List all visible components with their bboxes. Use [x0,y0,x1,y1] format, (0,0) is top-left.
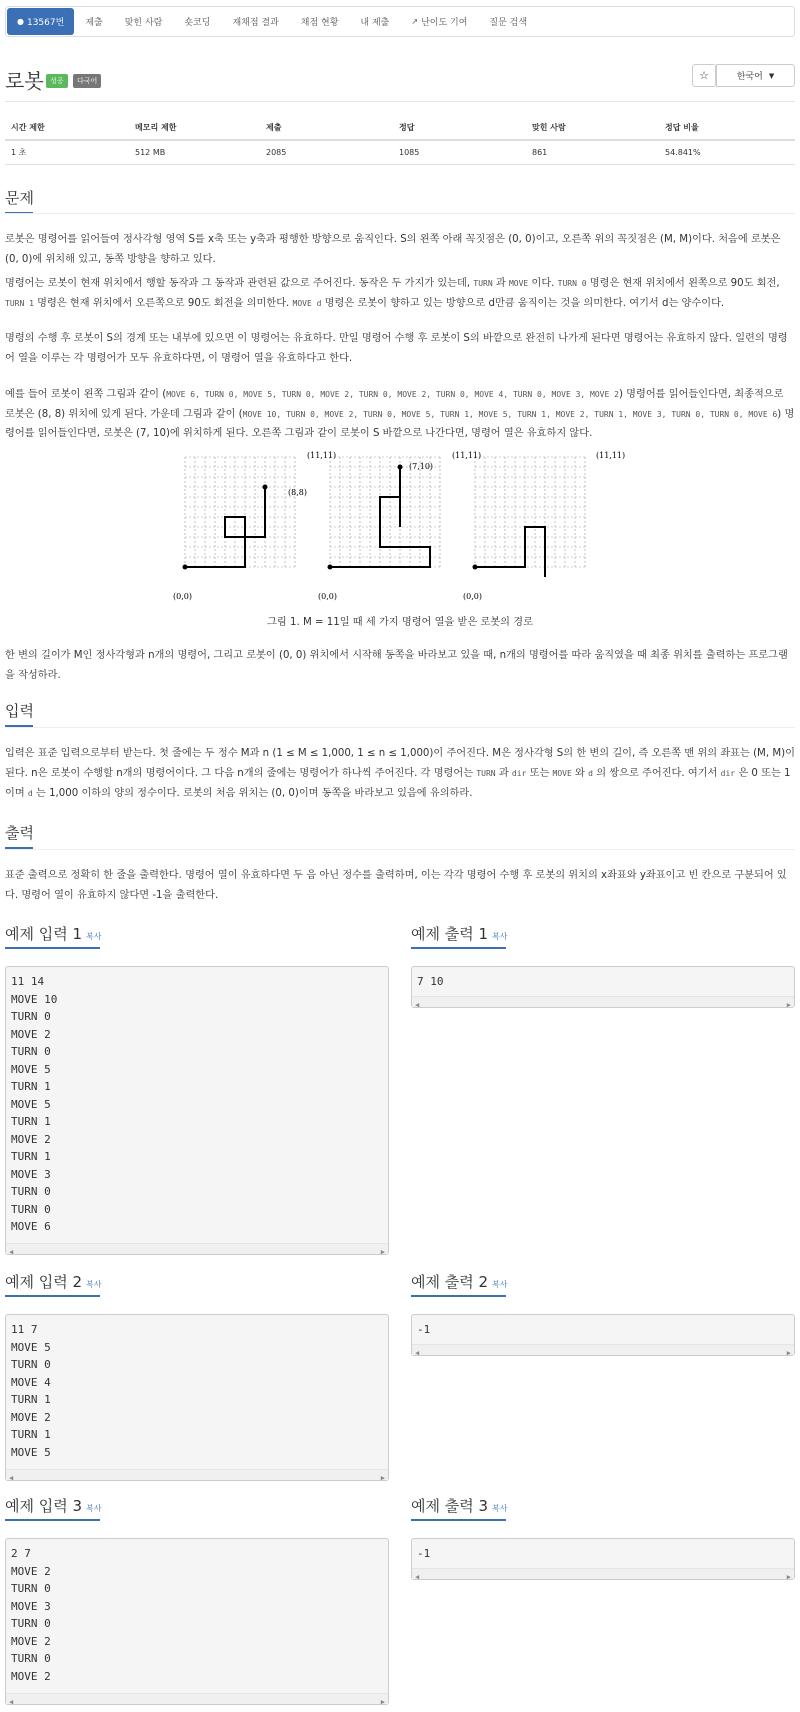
label-corner-2: (11,11) [452,451,482,460]
heading-text: 예제 입력 2 [5,1273,83,1291]
heading-text: 문제 [5,189,34,207]
heading-text: 예제 입력 1 [5,925,83,943]
header-accepted: 정답 [393,118,526,140]
start-dot [183,565,188,570]
nav-solved-users[interactable]: 맞힌 사람 [124,18,163,28]
star-icon: ☆ [699,69,709,82]
sample-text: 11 14 MOVE 10 TURN 0 MOVE 2 TURN 0 MOVE 5 TURN 1 MOVE 5 TURN 1 MOVE 2 TURN 1 MOVE 3 TURN 0 TURN 0 MOVE 6 [11,975,58,1233]
problem-paragraph-1: 로봇은 명령어를 읽어들여 정사각형 영역 S를 x축 또는 y축과 평행한 방향으로 움직인다. S의 왼쪽 아래 꼭짓점은 (0, 0)이고, 오른쪽 위의 꼭짓점은 (M, M)이다. 처음에 로봇은 (0, 0)에 위치해 있고, 동쪽 방향을 향하고 있다. [5,234,781,265]
scroll-left-icon[interactable]: ◀ [415,1573,420,1581]
nav-question-search[interactable]: 질문 검색 [489,18,528,28]
heading-underline [411,1295,506,1297]
heading-text: 예제 출력 1 [411,925,489,943]
sample-output-1[interactable] [411,966,795,1008]
sample-text: -1 [417,1547,431,1560]
submissions: 2085 [260,140,393,165]
flag-icon: ● [17,17,24,26]
heading-text: 예제 출력 2 [411,1273,489,1291]
heading-underline [5,1295,100,1297]
label-origin-1: (0,0) [173,592,192,601]
copy-button[interactable]: 복사 [492,1280,508,1289]
sample-output-1-heading [411,923,508,944]
heading-text: 예제 출력 3 [411,1497,489,1515]
scroll-right-icon[interactable]: ▶ [380,1698,385,1706]
output-description: 표준 출력으로 정확히 한 줄을 출력한다. 명령어 열이 유효하다면 두 음 아닌 정수를 출력하며, 이는 각각 명령어 수행 후 로봇의 위치의 x좌표와 y좌표이고 빈 칸으로 구분되어 있다. 명령어 열이 유효하지 않다면 -1을 출력한다. [5,870,787,901]
label-origin-2: (0,0) [318,592,337,601]
heading-text: 예제 입력 3 [5,1497,83,1515]
problem-info-table [5,118,795,165]
problem-heading [5,187,34,208]
copy-button[interactable]: 복사 [86,1504,102,1513]
title-row [5,62,795,94]
nav-label: 13567번 [26,18,65,28]
divider [5,727,795,728]
figure-caption: 그림 1. M = 11일 때 세 가지 명령어 열을 받은 로봇의 경로 [267,617,533,628]
heading-text: 출력 [5,824,34,842]
solved-users: 861 [526,140,659,165]
sample-input-3-heading [5,1495,102,1516]
problem-paragraph-3: 명령의 수행 후 로봇이 S의 경계 또는 내부에 있으면 이 명령어는 유효하다. 만일 명령어 수행 후 로봇이 S의 바깥으로 완전히 나가게 된다면 명령어는 유효하지 않다. 일련의 명령어 열을 이루는 각 명령어가 모두 유효하다면, 이 명령어 열을 유효하다고 한다. [5,333,788,364]
scroll-right-icon[interactable]: ▶ [786,1001,791,1009]
divider [5,213,795,214]
nav-my-submissions[interactable]: 내 제출 [360,18,390,28]
heading-underline [411,1519,506,1521]
nav-rejudge[interactable]: 재채점 결과 [232,18,279,28]
input-heading [5,700,34,721]
input-description: 입력은 표준 입력으로부터 받는다. 첫 줄에는 두 정수 M과 n (1 ≤ M ≤ 1,000, 1 ≤ n ≤ 1,000)이 주어진다. M은 정사각형 S의 한 변의 길이, 즉 오른쪽 맨 위의 좌표는 (M, M)이 된다. n은 로봇이 수행할 n개의 명령어이다. 그 다음 n개의 줄에는 명령어가 하나씩 주어진다. 각 명령어는 TURN 과 dir 또는 MOVE 와 d 의 쌍으로 주어진다. 여기서 dir 은 0 또는 1이며 d 는 1,000 이하의 양의 정수이다. 로봇의 처음 위치는 (0, 0)이며 동쪽을 바라보고 있음에 유의하라. [5,748,795,799]
label-origin-3: (0,0) [463,592,482,601]
end-dot [263,485,268,490]
sample-text: 7 10 [417,975,444,988]
accepted: 1085 [393,140,526,165]
horizontal-scrollbar[interactable] [412,996,794,1007]
horizontal-scrollbar[interactable] [412,1344,794,1355]
scroll-right-icon[interactable]: ▶ [786,1349,791,1357]
scroll-left-icon[interactable]: ◀ [9,1248,14,1256]
sample-input-3[interactable] [5,1538,389,1705]
scroll-right-icon[interactable]: ▶ [786,1573,791,1581]
success-badge: 성공 [46,74,68,88]
header-ratio: 정답 비율 [659,118,795,140]
header-memory-limit: 메모리 제한 [129,118,260,140]
sample-text: -1 [417,1323,431,1336]
header-submissions: 제출 [260,118,393,140]
table-row [5,140,795,165]
nav-difficulty[interactable] [400,6,478,37]
scroll-left-icon[interactable]: ◀ [9,1474,14,1482]
horizontal-scrollbar[interactable] [412,1568,794,1579]
sample-text: 11 7 MOVE 5 TURN 0 MOVE 4 TURN 1 MOVE 2 TURN 1 MOVE 5 [11,1323,51,1459]
problem-paragraph-5: 한 변의 길이가 M인 정사각형과 n개의 명령어, 그리고 로봇이 (0, 0) 위치에서 시작해 동쪽을 바라보고 있을 때, n개의 명령어를 따라 움직였을 때 최종 위치를 출력하는 프로그램을 작성하라. [5,650,788,681]
sample-text: 2 7 MOVE 2 TURN 0 MOVE 3 TURN 0 MOVE 2 TURN 0 MOVE 2 [11,1547,51,1683]
ratio: 54.841% [659,140,795,165]
nav-label: 난이도 기여 [421,18,468,28]
path-right [475,527,545,577]
label-end-2: (7,10) [409,462,434,471]
header-solved-users: 맞힌 사람 [526,118,659,140]
heading-underline [5,947,100,949]
header-time-limit: 시간 제한 [5,118,129,140]
sample-input-2-heading [5,1271,102,1292]
page-title: 로봇 [5,69,44,93]
language-dropdown[interactable] [716,64,795,87]
problem-paragraph-4: 예를 들어 로봇이 왼쪽 그림과 같이 (MOVE 6, TURN 0, MOVE 5, TURN 0, MOVE 2, TURN 0, MOVE 2, TURN 0, MOVE 4, TURN 0, MOVE 3, MOVE 2) 명령어를 읽어들인다면, 최종적으로 로봇은 (8, 8) 위치에 있게 된다. 가운데 그림과 같이 (MOVE 10, TURN 0, MOVE 2, TURN 0, MOVE 5, TURN 1, MOVE 5, TURN 1, MOVE 2, TURN 1, MOVE 3, TURN 0, TURN 0, MOVE 6) 명령어를 읽어들인다면, 로봇은 (7, 10)에 위치하게 된다. 오른쪽 그림과 같이 로봇이 S 바깥으로 나간다면, 명령어 열은 유효하지 않다. [5,389,795,439]
horizontal-scrollbar[interactable] [6,1469,388,1480]
heading-text: 입력 [5,702,34,720]
copy-button[interactable]: 복사 [492,1504,508,1513]
heading-underline [5,1519,100,1521]
scroll-right-icon[interactable]: ▶ [380,1474,385,1482]
caret-down-icon: ▼ [768,71,775,80]
copy-button[interactable]: 복사 [86,932,102,941]
memory-limit: 512 MB [129,140,260,165]
scroll-right-icon[interactable]: ▶ [380,1248,385,1256]
horizontal-scrollbar[interactable] [6,1693,388,1704]
multilang-badge: 다국어 [73,74,101,88]
nav-submit[interactable]: 제출 [85,18,103,28]
sample-input-1-heading [5,923,102,944]
nav-status[interactable]: 채점 현황 [300,18,339,28]
time-limit: 1 초 [5,140,129,165]
sample-input-1[interactable] [5,966,389,1255]
external-link-icon: ↗ [411,17,419,26]
sample-output-3[interactable] [411,1538,795,1580]
star-button[interactable] [692,64,716,87]
horizontal-scrollbar[interactable] [6,1243,388,1254]
scroll-left-icon[interactable]: ◀ [415,1349,420,1357]
scroll-left-icon[interactable]: ◀ [415,1001,420,1009]
sample-output-2[interactable] [411,1314,795,1356]
divider [5,101,795,102]
language-label: 한국어 [736,72,763,82]
start-dot [328,565,333,570]
nav-short-coding[interactable]: 숏코딩 [184,18,211,28]
robot-path-figure [173,447,626,601]
sample-input-2[interactable] [5,1314,389,1481]
label-end-1: (8,8) [288,488,307,497]
sample-output-3-heading [411,1495,508,1516]
copy-button[interactable]: 복사 [492,932,508,941]
problem-paragraph-2: 명령어는 로봇이 현재 위치에서 행할 동작과 그 동작과 관련된 값으로 주어진다. 동작은 두 가지가 있는데, TURN 과 MOVE 이다. TURN 0 명령은 현재 위치에서 왼쪽으로 90도 회전, TURN 1 명령은 현재 위치에서 오른쪽으로 90도 회전을 의미한다. MOVE d 명령은 로봇이 향하고 있는 방향으로 d만큼 움직이는 것을 의미한다. 여기서 d는 양수이다. [5,278,780,309]
sample-output-2-heading [411,1271,508,1292]
problem-menu [5,6,795,37]
output-heading [5,822,34,843]
heading-underline [411,947,506,949]
end-dot [398,465,403,470]
nav-problem-number[interactable] [7,8,74,35]
scroll-left-icon[interactable]: ◀ [9,1698,14,1706]
start-dot [473,565,478,570]
label-corner-3: (11,11) [596,451,626,460]
copy-button[interactable]: 복사 [86,1280,102,1289]
divider [5,849,795,850]
label-corner-1: (11,11) [307,451,337,460]
